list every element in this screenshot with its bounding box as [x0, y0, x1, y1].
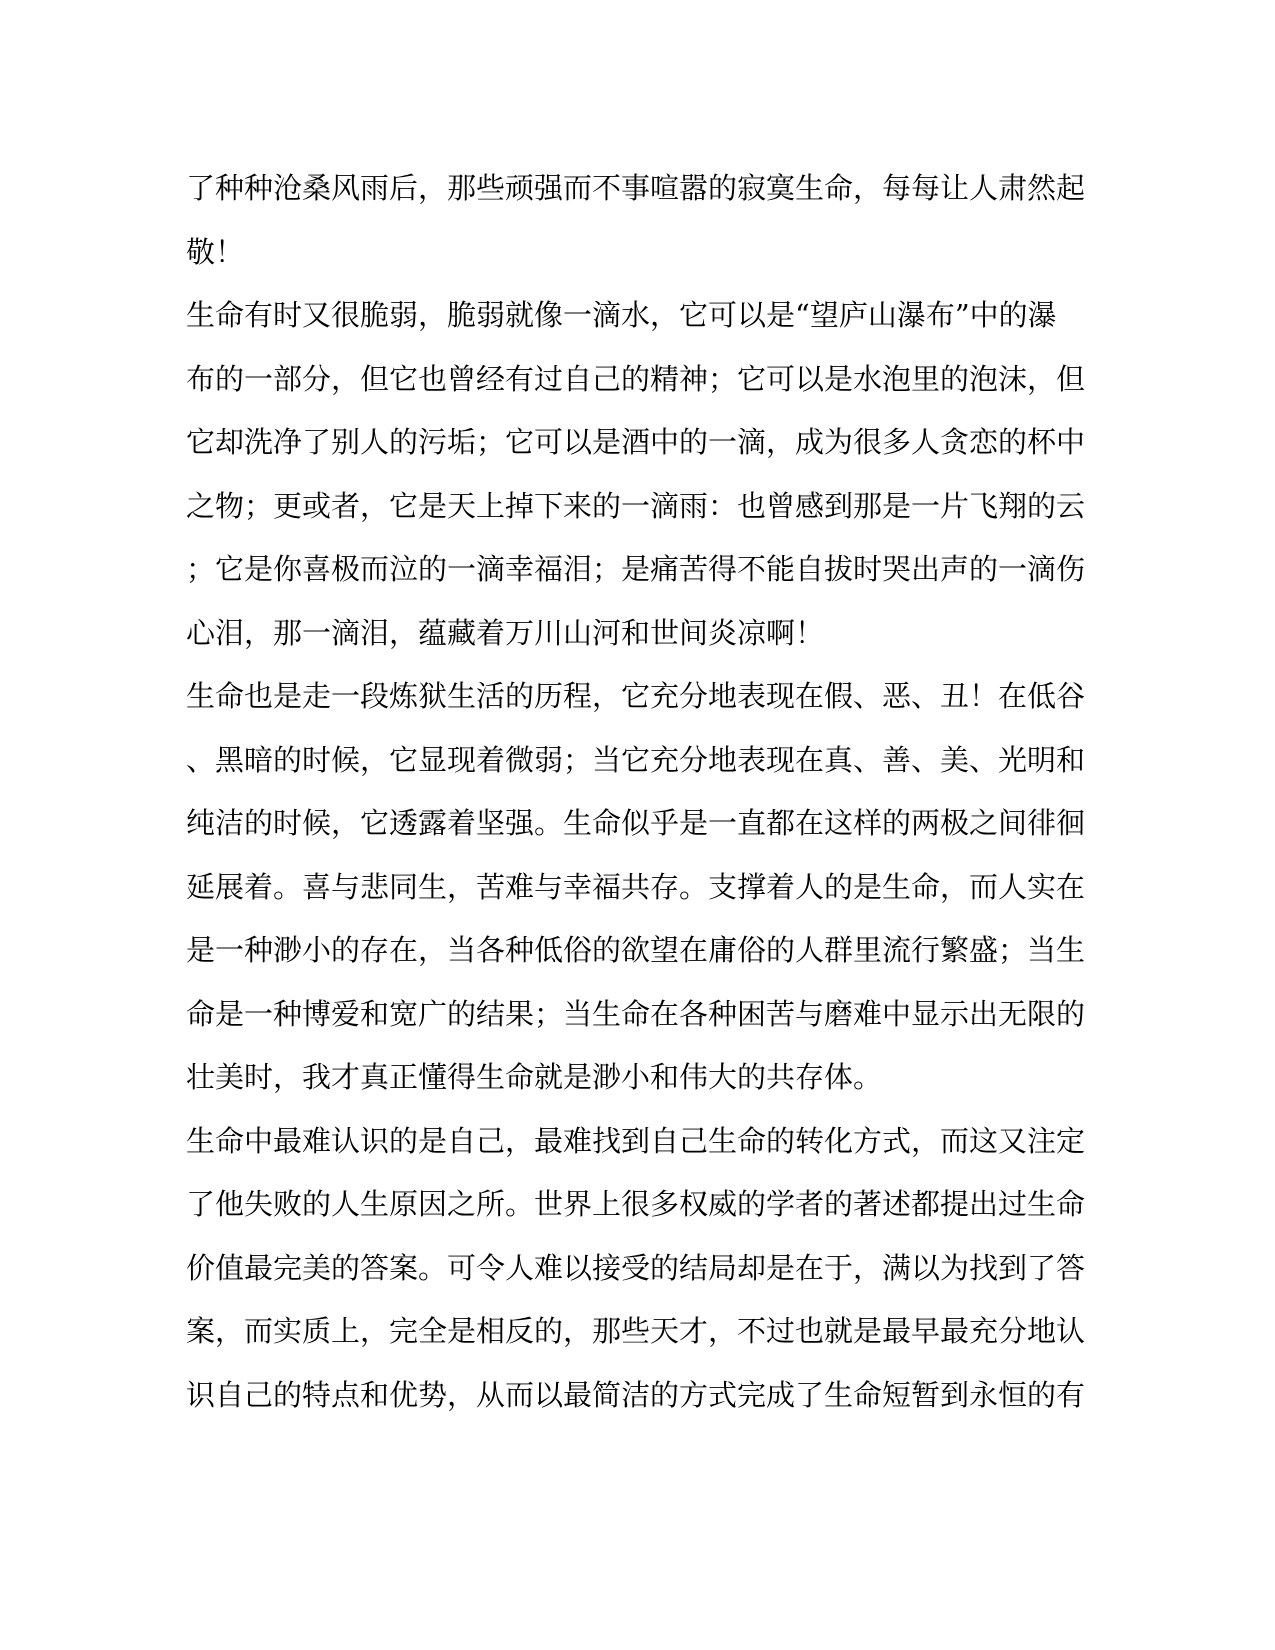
text-line: 生命中最难认识的是自己，最难找到自己生命的转化方式，而这又注定	[186, 1123, 1086, 1158]
text-line: 纯洁的时候，它透露着坚强。生命似乎是一直都在这样的两极之间徘徊	[186, 806, 1086, 840]
text-line: 布的一部分，但它也曾经有过自己的精神；它可以是水泡里的泡沫，但	[186, 361, 1086, 396]
text-line: 了他失败的人生原因之所。世界上很多权威的学者的著述都提出过生命	[186, 1187, 1086, 1221]
text-line: 心泪，那一滴泪，蕴藏着万川山河和世间炎凉啊！	[186, 615, 825, 650]
text-line: 是一种渺小的存在，当各种低俗的欲望在庸俗的人群里流行繁盛；当生	[186, 933, 1086, 967]
text-line: 敬！	[186, 234, 245, 269]
text-line: 命是一种博爱和宽广的结果；当生命在各种困苦与磨难中显示出无限的	[186, 996, 1086, 1031]
text-line: 之物；更或者，它是天上掉下来的一滴雨：也曾感到那是一片飞翔的云	[186, 488, 1086, 523]
text-line: 识自己的特点和优势，从而以最简洁的方式完成了生命短暂到永恒的有	[186, 1377, 1086, 1412]
text-line: 了种种沧桑风雨后，那些顽强而不事喧嚣的寂寞生命，每每让人肃然起	[186, 171, 1086, 205]
text-line: 价值最完美的答案。可令人难以接受的结局却是在于，满以为找到了答	[186, 1250, 1086, 1285]
text-line: 案，而实质上，完全是相反的，那些天才，不过也就是最早最充分地认	[186, 1314, 1086, 1348]
text-line: 延展着。喜与悲同生，苦难与幸福共存。支撑着人的是生命，而人实在	[186, 869, 1086, 904]
text-line: 生命也是走一段炼狱生活的历程，它充分地表现在假、恶、丑！在低谷	[186, 679, 1086, 713]
text-line: 壮美时，我才真正懂得生命就是渺小和伟大的共存体。	[186, 1060, 883, 1094]
text-line: ；它是你喜极而泣的一滴幸福泪；是痛苦得不能自拔时哭出声的一滴伤	[186, 552, 1086, 586]
document-text-body	[186, 157, 1086, 1427]
text-line: 它却洗净了别人的污垢；它可以是酒中的一滴，成为很多人贪恋的杯中	[186, 425, 1086, 459]
text-line: 、黑暗的时候，它显现着微弱；当它充分地表现在真、善、美、光明和	[186, 742, 1086, 777]
text-line: 生命有时又很脆弱，脆弱就像一滴水，它可以是“望庐山瀑布”中的瀑	[186, 298, 1057, 332]
